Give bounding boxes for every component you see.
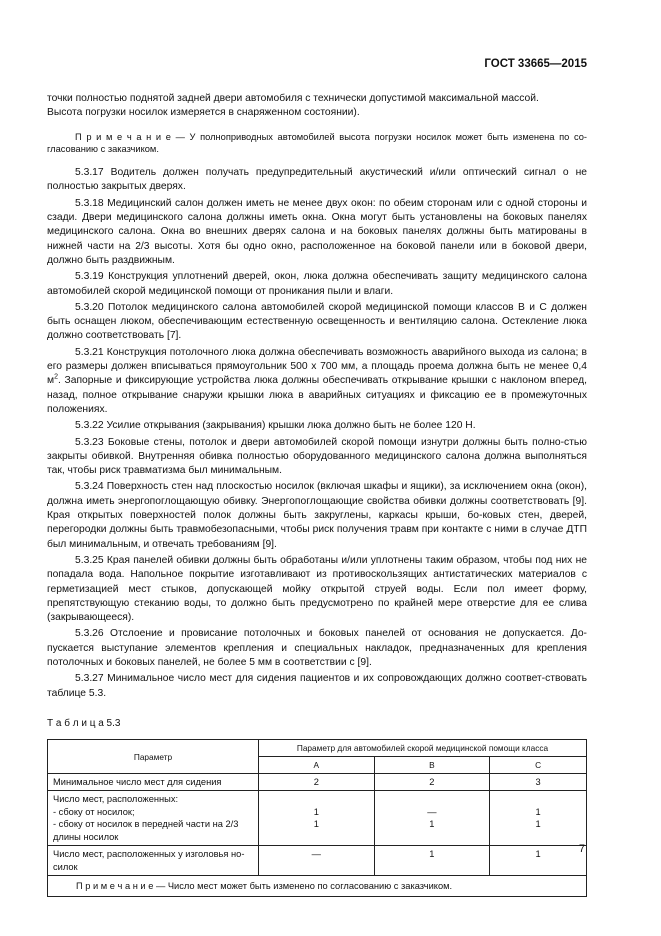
row2-label bbox=[48, 791, 259, 846]
row3-label-line-1: Число мест, расположенных у изголовья но- bbox=[53, 849, 245, 860]
row2-label-line-2: - сбоку от носилок; bbox=[53, 806, 135, 817]
standard-code: ГОСТ 33665—2015 bbox=[484, 58, 587, 70]
row3-class-b: 1 bbox=[374, 846, 490, 876]
paragraph-5-3-27: 5.3.27 Минимальное число мест для сидения пациентов и их сопровождающих должно соответ-ствовать таблице 5.3. bbox=[47, 673, 587, 699]
row1-class-c: 3 bbox=[490, 774, 587, 791]
row2-c-2: 1 bbox=[535, 819, 541, 830]
superscript-2: 2 bbox=[54, 373, 58, 381]
header-parameter: Параметр bbox=[48, 740, 259, 774]
header-class-a: А bbox=[259, 757, 375, 774]
table-row bbox=[48, 846, 587, 876]
paragraph-5-3-21-part-a: 5.3.21 Конструкция потолочного люка должна обеспечивать возможность аварийного выхода из салона; в его размеры должен вписываться прямоугольник 500 х 700 мм, а площадь проема должна быть не менее 0,4 м bbox=[47, 346, 587, 387]
intro-line-1: точки полностью поднятой задней двери автомобиля с технически допустимой максимальной массой. bbox=[47, 93, 539, 104]
paragraph-5-3-24: 5.3.24 Поверхность стен над плоскостью носилок (включая шкафы и ящики), за исключением окна (окон), должна иметь энергопоглощающую обивку. Энергопоглощающие свойства обивки должны соответствовать [9]. Края открытых поверхностей полок должны быть закруглены, каркасы крыши, бо-ковых стен, дверей, перегородки должны быть травмобезопасными, чтобы риск получения травм при контакте с ними в случае ДТП был минимальным, и отвечать требованиям [9]. bbox=[47, 481, 587, 550]
seats-table bbox=[47, 739, 587, 897]
row1-class-a: 2 bbox=[259, 774, 375, 791]
row3-class-a: — bbox=[259, 846, 375, 876]
row2-a-1: 1 bbox=[313, 806, 319, 817]
row1-class-b: 2 bbox=[374, 774, 490, 791]
paragraph-5-3-26: 5.3.26 Отслоение и провисание потолочных и боковых панелей от основания не допускается. До-пускается выступание элементов крепления и специальных накладок, предназначенных для крепления потолочных и боковых панелей, не более 5 мм в соответствии с [9]. bbox=[47, 628, 587, 668]
row2-c-1: 1 bbox=[535, 806, 541, 817]
header-class-c: С bbox=[490, 757, 587, 774]
table-row bbox=[48, 774, 587, 791]
table-note-text: — Число мест может быть изменено по согласованию с заказчиком. bbox=[153, 881, 453, 892]
table-note bbox=[48, 876, 587, 897]
paragraph-5-3-17: 5.3.17 Водитель должен получать предупредительный акустический и/или оптический сигнал о не полностью закрытых дверях. bbox=[47, 167, 587, 193]
row2-a-2: 1 bbox=[313, 819, 319, 830]
row2-label-line-1: Число мест, расположенных: bbox=[53, 794, 179, 805]
header-class-b: В bbox=[374, 757, 490, 774]
row2-label-line-3: - сбоку от носилок в передней части на 2/3 bbox=[53, 819, 239, 830]
row2-class-b bbox=[374, 791, 490, 846]
document-body bbox=[47, 92, 587, 897]
paragraph-5-3-18: 5.3.18 Медицинский салон должен иметь не менее двух окон: по обеим сторонам или с одной стороны и сзади. Двери медицинского салона должны иметь окна. Окна могут быть установлены на боковых панелях медицинского салона. Окна во внешних дверях салона и на боковых панелях должны быть матированы в нижней части на 2/3 высоты. Хотя бы одно окно, расположенное на боковой панели или в боковой двери, должно быть раздвижным. bbox=[47, 197, 587, 266]
paragraph-5-3-21 bbox=[47, 346, 587, 417]
paragraph-5-3-21-part-b: . Запорные и фиксирующие устройства люка должны обеспечивать открывание крышки с наклоном вперед, назад, полное открывание снаружи крышки люка в аварийных ситуациях и фиксацию ее в промежуточных положениях. bbox=[47, 375, 587, 415]
row2-class-a bbox=[259, 791, 375, 846]
header-class-group: Параметр для автомобилей скорой медицинской помощи класса bbox=[259, 740, 587, 757]
row2-b-1: — bbox=[427, 806, 437, 817]
intro-line-2: Высота погрузки носилок измеряется в снаряженном состоянии). bbox=[47, 107, 360, 119]
paragraph-5-3-23: 5.3.23 Боковые стены, потолок и двери автомобилей скорой помощи изнутри должны быть полно-стью закрыты обивкой. Внутренняя обивка полностью оборудованного медицинского салона должна выполняться так, чтобы риск травматизма был минимальным. bbox=[47, 436, 587, 477]
row2-class-c bbox=[490, 791, 587, 846]
row3-label-line-2: силок bbox=[53, 861, 78, 872]
table-note-label: П р и м е ч а н и е bbox=[76, 881, 154, 892]
row3-label bbox=[48, 846, 259, 876]
row1-label: Минимальное число мест для сидения bbox=[48, 774, 259, 791]
note-1-label: П р и м е ч а н и е bbox=[75, 131, 171, 142]
note-1 bbox=[47, 131, 587, 157]
row2-label-line-4: длины носилок bbox=[53, 831, 119, 842]
row3-class-c: 1 bbox=[490, 846, 587, 876]
paragraph-5-3-19: 5.3.19 Конструкция уплотнений дверей, окон, люка должна обеспечивать защиту медицинского салона автомобилей скорой медицинской помощи от проникания пыли и влаги. bbox=[47, 271, 587, 297]
paragraph-5-3-22: 5.3.22 Усилие открывания (закрывания) крышки люка должно быть не более 120 Н. bbox=[75, 420, 476, 432]
table-note-row bbox=[48, 876, 587, 897]
row2-b-2: 1 bbox=[429, 819, 435, 830]
paragraph-5-3-25: 5.3.25 Края панелей обивки должны быть обработаны и/или уплотнены таким образом, чтобы под них не попадала вода. Напольное покрытие изготавливают из противоскользящих антистатических материалов с герметизацией мест стыков, допускающей мойку открытой струей воды. Если пол имеет форму, препятствующую стеканию воды, то должно быть предусмотрено по крайней мере отверстие для ее слива (закрывающееся). bbox=[47, 554, 587, 624]
paragraph-5-3-20: 5.3.20 Потолок медицинского салона автомобилей скорой медицинской помощи классов В и С должен быть оснащен люком, обеспечивающим естественную освещенность и вентиляцию салона. Остекление люка должно соответствовать [7]. bbox=[47, 301, 587, 342]
table-caption: Т а б л и ц а 5.3 bbox=[47, 717, 121, 729]
page-number: 7 bbox=[578, 843, 585, 855]
table-row bbox=[48, 791, 587, 846]
note-1-text: — У полноприводных автомобилей высота погрузки носилок может быть изменена по со-гласованию с заказчиком. bbox=[47, 131, 588, 155]
